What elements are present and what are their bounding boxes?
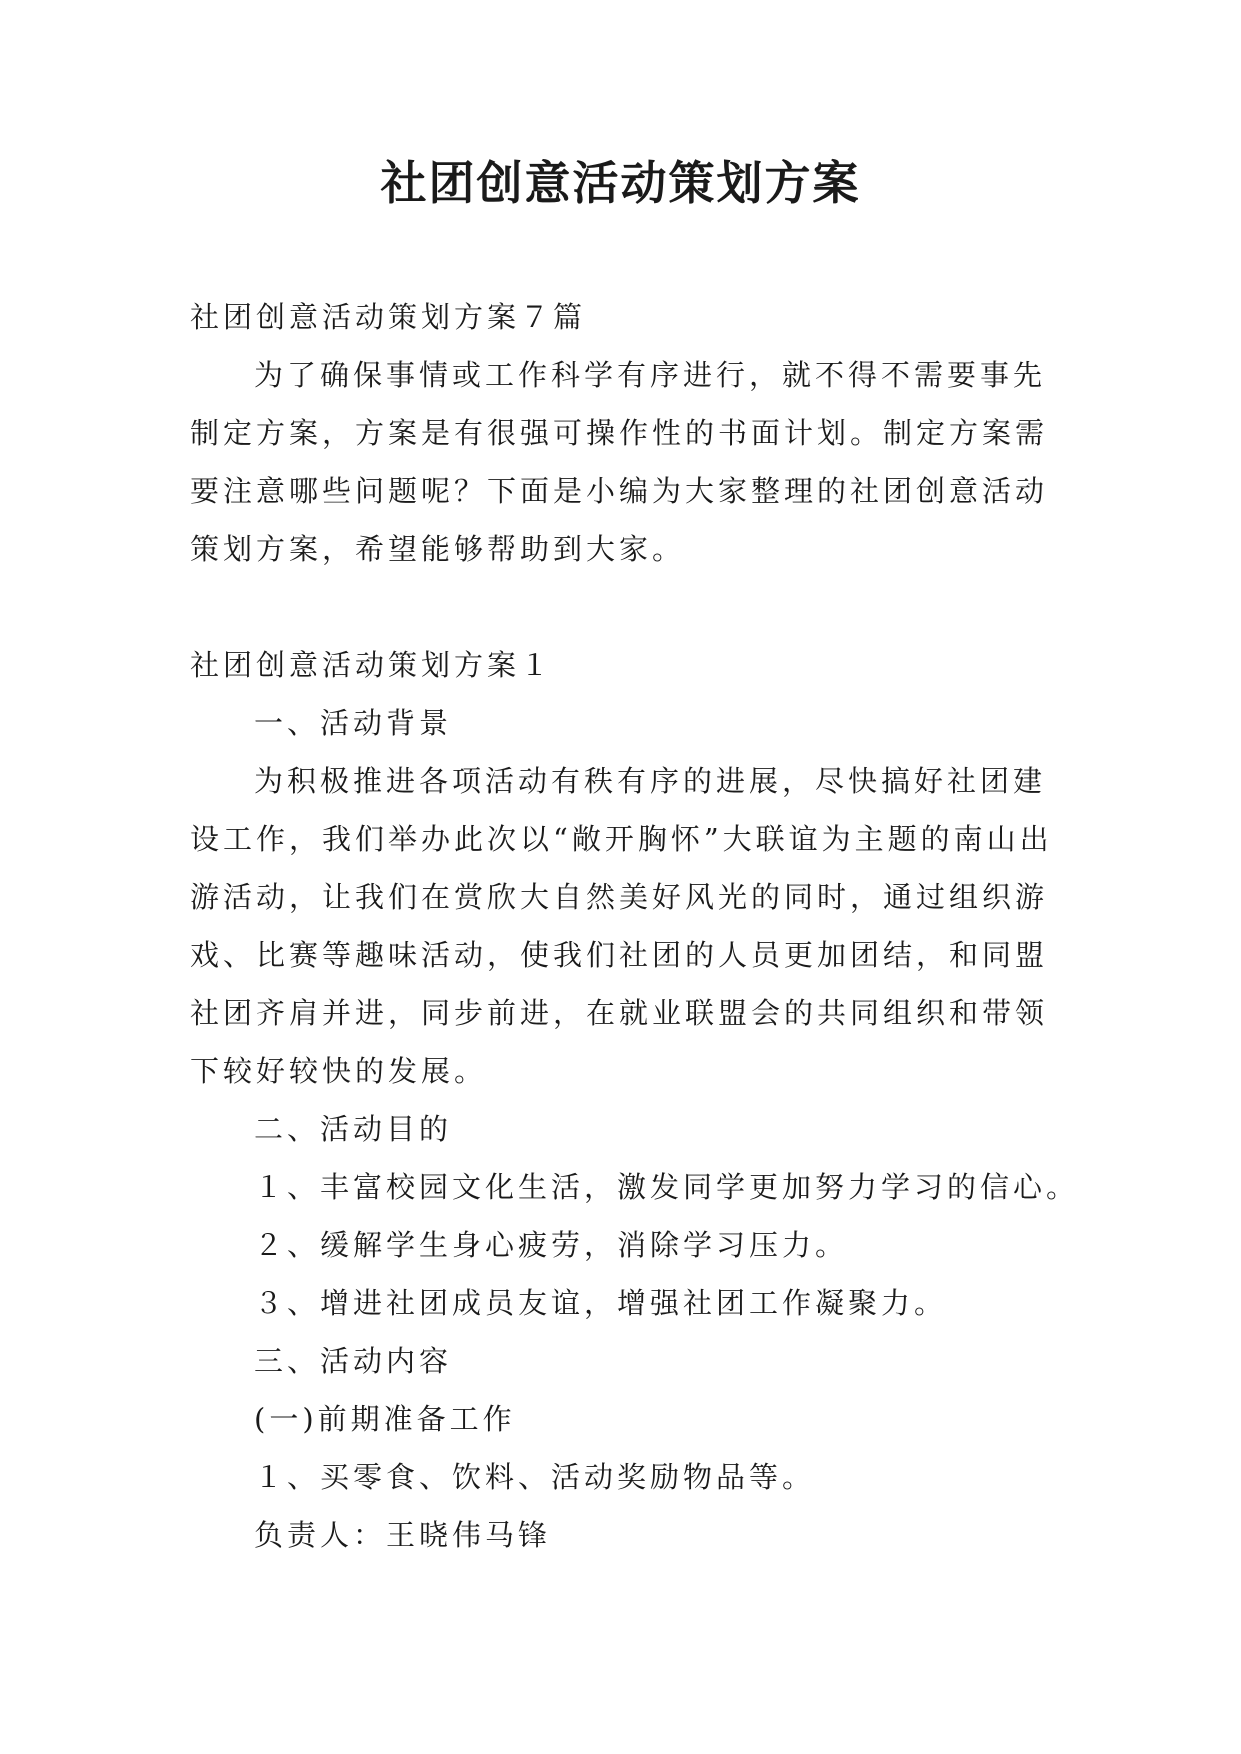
- heading-purpose: 二、活动目的: [254, 1112, 453, 1146]
- sub-heading-prep: (一)前期准备工作: [254, 1402, 516, 1436]
- intro-paragraph: 为了确保事情或工作科学有序进行，就不得不需要事先制定方案，方案是有很强可操作性的书面计划。制定方案需要注意哪些问题呢？下面是小编为大家整理的社团创意活动策划方案，希望能够帮助到大家。: [190, 358, 1049, 566]
- prep-item-1: １、买零食、饮料、活动奖励物品等。: [254, 1460, 816, 1494]
- heading-background: 一、活动背景: [254, 706, 453, 740]
- document-subtitle: 社团创意活动策划方案７篇: [190, 300, 587, 334]
- background-paragraph: 为积极推进各项活动有秩有序的进展，尽快搞好社团建设工作，我们举办此次以“敞开胸怀”大联谊为主题的南山出游活动，让我们在赏欣大自然美好风光的同时，通过组织游戏、比赛等趣味活动，使我们社团的人员更加团结，和同盟社团齐肩并进，同步前进，在就业联盟会的共同组织和带领下较好较快的发展。: [190, 764, 1053, 1088]
- heading-content: 三、活动内容: [254, 1344, 453, 1378]
- purpose-item-2: ２、缓解学生身心疲劳，消除学习压力。: [254, 1228, 849, 1262]
- paragraph-gap: [190, 578, 1070, 636]
- purpose-item-1: １、丰富校园文化生活，激发同学更加努力学习的信心。: [254, 1170, 1080, 1204]
- purpose-item-3: ３、增进社团成员友谊，增强社团工作凝聚力。: [254, 1286, 948, 1320]
- document-title: 社团创意活动策划方案: [380, 156, 861, 210]
- section-title: 社团创意活动策划方案１: [190, 648, 554, 682]
- document-body: [190, 288, 1080, 1564]
- responsible-person: 负责人：王晓伟马锋: [254, 1518, 552, 1552]
